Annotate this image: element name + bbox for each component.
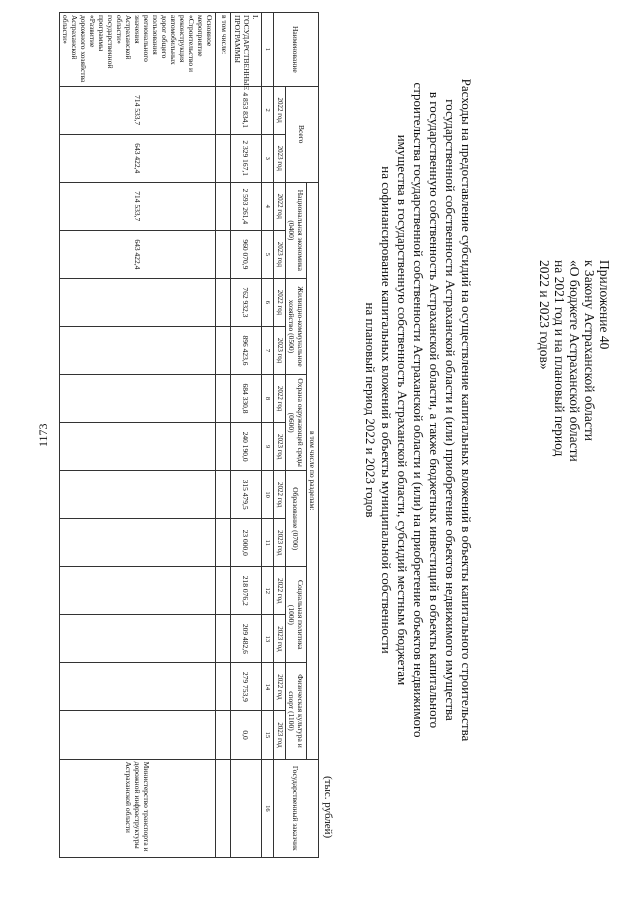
table-cell: 714 533,7 xyxy=(60,86,216,134)
column-index: 7 xyxy=(262,326,274,374)
table-cell xyxy=(216,663,231,711)
column-index: 3 xyxy=(262,134,274,182)
table-cell xyxy=(216,711,231,759)
table-cell: 714 533,7 xyxy=(60,182,216,230)
page-number: 1173 xyxy=(36,423,50,447)
table-cell xyxy=(60,375,216,423)
table-cell xyxy=(216,471,231,519)
table-cell: 4 853 834,1 xyxy=(231,86,262,134)
header-section-0500: Жилищно-коммунальное хозяйство (0500) xyxy=(286,278,307,374)
column-index: 16 xyxy=(262,759,274,857)
header-year: 2023 год xyxy=(274,711,286,759)
table-cell xyxy=(216,423,231,471)
table-cell: 643 422,4 xyxy=(60,230,216,278)
header-year: 2022 год xyxy=(274,182,286,230)
header-year: 2022 год xyxy=(274,375,286,423)
title-line: строительства государственной собственности Астраханской области и (или) на приобретение объектов недвижимого xyxy=(411,82,426,738)
table-cell xyxy=(60,663,216,711)
column-index: 2 xyxy=(262,86,274,134)
column-index: 12 xyxy=(262,567,274,615)
column-index: 5 xyxy=(262,230,274,278)
row-name: Основное мероприятие «Строительство и реконструкция автомобильных дорог общего пользования регионального значения Астраханской области» государственной программы «Развитие дорожного хозяйства Астраханской области» xyxy=(60,13,216,87)
table-cell: 240 190,0 xyxy=(231,423,262,471)
table-row xyxy=(60,13,216,858)
table-cell: 762 932,3 xyxy=(231,278,262,326)
table-cell xyxy=(60,326,216,374)
header-section-0600: Охрана окружающей среды (0600) xyxy=(286,375,307,471)
customer-cell xyxy=(216,759,231,857)
title-line: на плановый период 2022 и 2023 годов xyxy=(363,302,378,518)
column-index-row xyxy=(262,13,274,858)
header-section-0700: Образование (0700) xyxy=(286,471,307,567)
table-cell: 896 423,6 xyxy=(231,326,262,374)
header-section-0400: Национальная экономика (0400) xyxy=(286,182,307,278)
header-name: Наименование xyxy=(274,13,319,87)
column-index: 9 xyxy=(262,423,274,471)
customer-cell xyxy=(231,759,262,857)
table-cell: 315 479,5 xyxy=(231,471,262,519)
table-cell xyxy=(216,615,231,663)
table-row xyxy=(216,13,231,858)
appendix-line: к Закону Астраханской области xyxy=(582,260,597,442)
header-total: Всего xyxy=(286,86,319,182)
column-index: 8 xyxy=(262,375,274,423)
header-year: 2022 год xyxy=(274,471,286,519)
table-cell xyxy=(216,230,231,278)
header-section-1000: Социальная политика (1000) xyxy=(286,567,307,663)
appendix-line: 2022 и 2023 годов» xyxy=(537,260,552,370)
table-row xyxy=(231,13,262,858)
table-cell xyxy=(60,423,216,471)
row-name: в том числе: xyxy=(216,13,231,87)
table-cell xyxy=(216,182,231,230)
table-cell xyxy=(216,519,231,567)
table-cell xyxy=(60,471,216,519)
title-line: Расходы на предоставление субсидий на осуществление капитальных вложений в объекты капитального строительства xyxy=(459,78,474,742)
table-cell: 209 482,6 xyxy=(231,615,262,663)
header-year: 2022 год xyxy=(274,567,286,615)
header-including: в том числе по разделам: xyxy=(307,182,319,759)
document-title xyxy=(362,30,474,790)
title-line: в государственную собственность Астраханской области, а также бюджетных инвестиций в объекты капитального xyxy=(427,91,442,729)
header-year: 2022 год xyxy=(274,86,286,134)
appendix-note xyxy=(537,260,612,462)
table-cell: 643 422,4 xyxy=(60,134,216,182)
table-cell xyxy=(216,278,231,326)
table-cell xyxy=(216,86,231,134)
column-index: 10 xyxy=(262,471,274,519)
table-cell xyxy=(216,567,231,615)
column-index: 13 xyxy=(262,615,274,663)
appendix-line: на 2021 год и на плановый период xyxy=(552,260,567,457)
column-index: 11 xyxy=(262,519,274,567)
column-index: 4 xyxy=(262,182,274,230)
table-cell: 218 076,2 xyxy=(231,567,262,615)
header-year: 2023 год xyxy=(274,134,286,182)
table-cell: 684 330,8 xyxy=(231,375,262,423)
header-year: 2023 год xyxy=(274,326,286,374)
title-line: государственной собственности Астраханской области и (или) приобретение объектов недвижимого имущества xyxy=(443,99,458,721)
customer-cell: Министерство транспорта и дорожной инфраструктуры Астраханской области xyxy=(60,759,216,857)
header-customer: Государственный заказчик xyxy=(274,759,319,857)
table-cell: 2 593 261,4 xyxy=(231,182,262,230)
header-year: 2022 год xyxy=(274,663,286,711)
title-line: на софинансирование капитальных вложений в объекты муниципальной собственности xyxy=(379,166,394,654)
header-section-1100: Физическая культура и спорт (1100) xyxy=(286,663,307,759)
header-year: 2023 год xyxy=(274,230,286,278)
row-name: I. ГОСУДАРСТВЕННЫЕ ПРОГРАММЫ xyxy=(231,13,262,87)
table-cell xyxy=(216,326,231,374)
column-index: 14 xyxy=(262,663,274,711)
table-cell: 960 070,9 xyxy=(231,230,262,278)
header-year: 2023 год xyxy=(274,615,286,663)
table-cell: 279 753,9 xyxy=(231,663,262,711)
appendix-line: «О бюджете Астраханской области xyxy=(567,260,582,462)
table-cell: 0,0 xyxy=(231,711,262,759)
table-cell xyxy=(216,134,231,182)
appendix-line: Приложение 40 xyxy=(597,260,612,350)
header-year: 2023 год xyxy=(274,423,286,471)
header-year: 2023 год xyxy=(274,519,286,567)
table-cell xyxy=(60,615,216,663)
table-cell xyxy=(60,278,216,326)
table-cell xyxy=(216,375,231,423)
table-cell: 2 329 167,1 xyxy=(231,134,262,182)
header-year: 2022 год xyxy=(274,278,286,326)
column-index: 1 xyxy=(262,13,274,87)
units-label: (тыс. рублей) xyxy=(322,776,334,839)
table-cell xyxy=(60,519,216,567)
title-line: имущества в государственную собственность Астраханской области, субсидий местным бюджетам xyxy=(395,134,410,686)
column-index: 15 xyxy=(262,711,274,759)
column-index: 6 xyxy=(262,278,274,326)
budget-table xyxy=(59,12,319,858)
table-cell xyxy=(60,711,216,759)
table-cell: 23 000,0 xyxy=(231,519,262,567)
table-cell xyxy=(60,567,216,615)
